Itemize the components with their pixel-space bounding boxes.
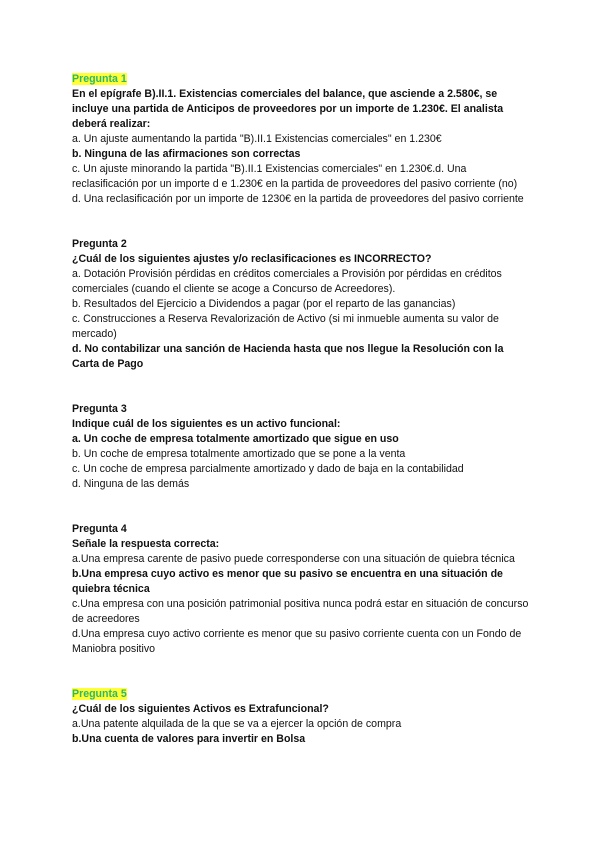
question-5-option-b: b.Una cuenta de valores para invertir en Bolsa <box>72 733 306 745</box>
question-1-option-a: a. Un ajuste aumentando la partida "B).II.1 Existencias comerciales" en 1.230€ <box>72 133 442 145</box>
question-2-option-b: b. Resultados del Ejercicio a Dividendos a pagar (por el reparto de las ganancias) <box>72 298 456 310</box>
question-5-stem: ¿Cuál de los siguientes Activos es Extrafuncional? <box>72 703 329 715</box>
question-5-title <box>72 687 532 702</box>
question-4-option-a: a.Una empresa carente de pasivo puede corresponderse con una situación de quiebra técnica <box>72 553 515 565</box>
question-3 <box>72 402 532 492</box>
question-2-option-a: a. Dotación Provisión pérdidas en créditos comerciales a Provisión por pérdidas en créditos comerciales (cuando el cliente se acoge a Concurso de Acreedores). <box>72 268 502 295</box>
question-4-option-c: c.Una empresa con una posición patrimonial positiva nunca podrá estar en situación de concurso de acreedores <box>72 598 529 625</box>
question-1-option-d: d. Una reclasificación por un importe de 1230€ en la partida de proveedores del pasivo corriente <box>72 193 524 205</box>
question-1-title-text: Pregunta 1 <box>72 73 127 85</box>
question-4-title: Pregunta 4 <box>72 523 127 535</box>
question-5-title-text: Pregunta 5 <box>72 688 127 700</box>
question-4-stem: Señale la respuesta correcta: <box>72 538 220 550</box>
question-2-option-d: d. No contabilizar una sanción de Hacienda hasta que nos llegue la Resolución con la Carta de Pago <box>72 343 504 370</box>
question-1-stem: En el epígrafe B).II.1. Existencias comerciales del balance, que asciende a 2.580€, se incluye una partida de Anticipos de proveedores por un importe de 1.230€. El analista deberá realizar: <box>72 88 504 130</box>
question-4 <box>72 522 532 657</box>
question-3-title: Pregunta 3 <box>72 403 127 415</box>
document-content <box>72 72 532 747</box>
question-1 <box>72 72 532 207</box>
question-1-title <box>72 72 532 87</box>
question-2-option-c: c. Construcciones a Reserva Revalorización de Activo (si mi inmueble aumenta su valor de mercado) <box>72 313 499 340</box>
question-3-option-d: d. Ninguna de las demás <box>72 478 190 490</box>
question-2 <box>72 237 532 372</box>
question-5 <box>72 687 532 747</box>
question-4-option-d: d.Una empresa cuyo activo corriente es menor que su pasivo corriente cuenta con un Fondo de Maniobra positivo <box>72 628 522 655</box>
question-4-option-b: b.Una empresa cuyo activo es menor que su pasivo se encuentra en una situación de quiebra técnica <box>72 568 503 595</box>
question-3-stem: Indique cuál de los siguientes es un activo funcional: <box>72 418 341 430</box>
question-1-option-c: c. Un ajuste minorando la partida "B).II.1 Existencias comerciales" en 1.230€.d. Una reclasificación por un importe d e 1.230€ en la partida de proveedores del pasivo corriente (no) <box>72 163 518 190</box>
question-5-option-a: a.Una patente alquilada de la que se va a ejercer la opción de compra <box>72 718 402 730</box>
question-2-title: Pregunta 2 <box>72 238 127 250</box>
question-3-option-b: b. Un coche de empresa totalmente amortizado que se pone a la venta <box>72 448 406 460</box>
question-2-stem: ¿Cuál de los siguientes ajustes y/o reclasificaciones es INCORRECTO? <box>72 253 432 265</box>
question-3-option-c: c. Un coche de empresa parcialmente amortizado y dado de baja en la contabilidad <box>72 463 464 475</box>
question-3-option-a: a. Un coche de empresa totalmente amortizado que sigue en uso <box>72 433 399 445</box>
question-1-option-b: b. Ninguna de las afirmaciones son correctas <box>72 148 301 160</box>
